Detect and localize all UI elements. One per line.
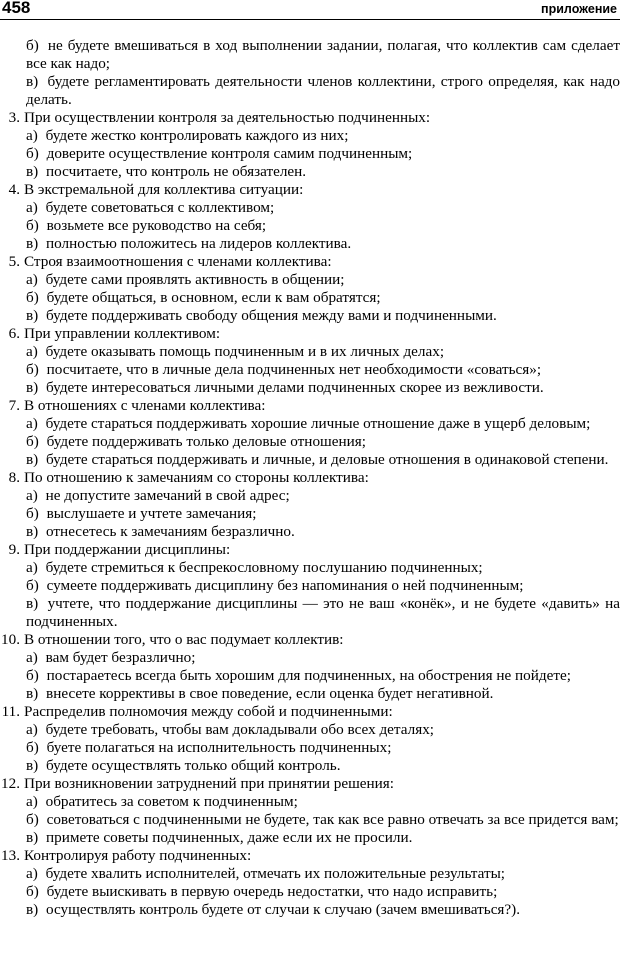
section-title: приложение	[541, 2, 617, 16]
option-letter: в)	[26, 685, 39, 702]
option-letter: б)	[26, 577, 39, 594]
question	[8, 253, 620, 271]
option-letter: а)	[26, 343, 38, 360]
option-letter: в)	[26, 523, 39, 540]
answer-option	[8, 379, 620, 397]
answer-option	[8, 271, 620, 289]
option-text: будете сами проявлять активность в общении;	[45, 271, 345, 288]
question-number: 9.	[8, 541, 20, 558]
option-text: будете осуществлять только общий контроль.	[46, 757, 341, 774]
option-text: сумеете поддерживать дисциплину без напоминания о ней подчиненным;	[46, 577, 524, 594]
answer-option	[8, 559, 620, 577]
option-letter: в)	[26, 73, 39, 90]
answer-option	[8, 829, 620, 847]
answer-option	[8, 757, 620, 775]
option-letter: а)	[26, 271, 38, 288]
option-letter: в)	[26, 163, 39, 180]
questionnaire-body	[1, 37, 620, 919]
answer-option	[8, 865, 620, 883]
option-letter: а)	[26, 649, 38, 666]
option-letter: а)	[26, 865, 38, 882]
question	[8, 397, 620, 415]
option-text: внесете коррективы в свое поведение, если оценка будет негативной.	[46, 685, 494, 702]
question	[1, 631, 620, 649]
page-header	[0, 0, 620, 22]
answer-option	[8, 289, 620, 307]
question-number: 6.	[8, 325, 20, 342]
option-text: будете советоваться с коллективом;	[45, 199, 275, 216]
option-letter: а)	[26, 487, 38, 504]
answer-option	[8, 901, 620, 919]
question-number: 10.	[1, 631, 20, 648]
question-text: По отношению к замечаниям со стороны коллектива:	[24, 469, 369, 486]
option-text: не будете вмешиваться в ход выполнении задании, полагая, что коллектив сам сделает все как надо;	[26, 37, 620, 72]
answer-option	[8, 811, 620, 829]
option-text: будете стараться поддерживать и личные, и деловые отношения в одинаковой степени.	[46, 451, 609, 468]
option-text: полностью положитесь на лидеров коллектива.	[46, 235, 352, 252]
option-letter: а)	[26, 415, 38, 432]
question-text: В экстремальной для коллектива ситуации:	[24, 181, 304, 198]
option-letter: в)	[26, 829, 39, 846]
option-text: отнесетесь к замечаниям безразлично.	[46, 523, 295, 540]
option-text: будете выискивать в первую очередь недостатки, что надо исправить;	[46, 883, 498, 900]
question-text: Контролируя работу подчиненных:	[24, 847, 252, 864]
question	[1, 703, 620, 721]
option-letter: в)	[26, 757, 39, 774]
question	[8, 541, 620, 559]
answer-option	[8, 361, 620, 379]
question-number: 12.	[1, 775, 20, 792]
answer-option	[8, 37, 620, 73]
question-text: При осуществлении контроля за деятельностью подчиненных:	[24, 109, 431, 126]
question-number: 7.	[8, 397, 20, 414]
question-text: При поддержании дисциплины:	[24, 541, 231, 558]
question	[1, 775, 620, 793]
answer-option	[8, 685, 620, 703]
answer-option	[8, 721, 620, 739]
page-number: 458	[2, 0, 31, 17]
question-number: 11.	[1, 703, 20, 720]
question	[8, 469, 620, 487]
answer-option	[8, 667, 620, 685]
option-text: примете советы подчиненных, даже если их не просили.	[46, 829, 413, 846]
option-letter: б)	[26, 217, 39, 234]
option-text: возьмете все руководство на себя;	[46, 217, 267, 234]
option-letter: в)	[26, 451, 39, 468]
option-text: посчитаете, что в личные дела подчиненных нет необходимости «соваться»;	[46, 361, 542, 378]
question-number: 5.	[8, 253, 20, 270]
option-text: будете интересоваться личными делами подчиненных скорее из вежливости.	[46, 379, 544, 396]
option-letter: а)	[26, 559, 38, 576]
option-text: вам будет безразлично;	[45, 649, 196, 666]
answer-option	[8, 451, 620, 469]
answer-option	[8, 793, 620, 811]
question-text: В отношениях с членами коллектива:	[24, 397, 266, 414]
option-letter: б)	[26, 433, 39, 450]
option-letter: б)	[26, 505, 39, 522]
option-letter: а)	[26, 199, 38, 216]
option-text: будете поддерживать только деловые отношения;	[46, 433, 366, 450]
answer-option	[8, 145, 620, 163]
answer-option	[8, 415, 620, 433]
option-letter: б)	[26, 37, 39, 54]
question-number: 4.	[8, 181, 20, 198]
answer-option	[8, 883, 620, 901]
option-letter: б)	[26, 739, 39, 756]
option-text: будете регламентировать деятельности членов коллектини, строго определяя, как надо делать.	[26, 73, 620, 108]
header-rule	[0, 19, 620, 20]
option-letter: б)	[26, 361, 39, 378]
question	[8, 109, 620, 127]
option-text: постараетесь всегда быть хорошим для подчиненных, на обострения не пойдете;	[46, 667, 571, 684]
option-text: будете хвалить исполнителей, отмечать их положительные результаты;	[45, 865, 506, 882]
option-letter: в)	[26, 379, 39, 396]
option-text: доверите осуществление контроля самим подчиненным;	[46, 145, 413, 162]
option-text: будете общаться, в основном, если к вам обратятся;	[46, 289, 381, 306]
option-text: посчитаете, что контроль не обязателен.	[46, 163, 307, 180]
answer-option	[8, 523, 620, 541]
answer-option	[8, 739, 620, 757]
answer-option	[8, 433, 620, 451]
question	[8, 325, 620, 343]
question-number: 8.	[8, 469, 20, 486]
answer-option	[8, 487, 620, 505]
question-text: При возникновении затруднений при принятии решения:	[24, 775, 395, 792]
answer-option	[8, 577, 620, 595]
option-text: учтете, что поддержание дисциплины — это не ваш «конёк», и не будете «давить» на подчиненных.	[26, 595, 620, 630]
question-text: В отношении того, что о вас подумает коллектив:	[24, 631, 344, 648]
answer-option	[8, 73, 620, 109]
answer-option	[8, 127, 620, 145]
option-text: будете жестко контролировать каждого из них;	[45, 127, 349, 144]
option-letter: в)	[26, 901, 39, 918]
answer-option	[8, 199, 620, 217]
answer-option	[8, 235, 620, 253]
option-text: будете требовать, чтобы вам докладывали обо всех деталях;	[45, 721, 435, 738]
option-letter: в)	[26, 595, 39, 612]
option-letter: б)	[26, 883, 39, 900]
answer-option	[8, 307, 620, 325]
option-text: не допустите замечаний в свой адрес;	[45, 487, 290, 504]
option-text: советоваться с подчиненными не будете, так как все равно отвечать за все придется вам;	[46, 811, 619, 828]
option-text: обратитесь за советом к подчиненным;	[45, 793, 298, 810]
question-text: При управлении коллективом:	[24, 325, 221, 342]
option-letter: а)	[26, 793, 38, 810]
answer-option	[8, 343, 620, 361]
option-letter: в)	[26, 235, 39, 252]
option-text: будете стараться поддерживать хорошие личные отношение даже в ущерб деловым;	[45, 415, 591, 432]
answer-option	[8, 505, 620, 523]
question	[1, 847, 620, 865]
option-text: выслушаете и учтете замечания;	[46, 505, 257, 522]
option-letter: б)	[26, 811, 39, 828]
question-text: Распределив полномочия между собой и подчиненными:	[24, 703, 393, 720]
option-letter: б)	[26, 145, 39, 162]
option-text: будете стремиться к беспрекословному послушанию подчиненных;	[45, 559, 483, 576]
option-letter: а)	[26, 127, 38, 144]
question-text: Строя взаимоотношения с членами коллектива:	[24, 253, 332, 270]
answer-option	[8, 217, 620, 235]
option-letter: а)	[26, 721, 38, 738]
option-letter: б)	[26, 289, 39, 306]
option-text: будете поддерживать свободу общения между вами и подчиненными.	[46, 307, 497, 324]
answer-option	[8, 649, 620, 667]
option-text: буете полагаться на исполнительность подчиненных;	[46, 739, 392, 756]
option-letter: в)	[26, 307, 39, 324]
option-letter: б)	[26, 667, 39, 684]
question-number: 3.	[8, 109, 20, 126]
question	[8, 181, 620, 199]
option-text: будете оказывать помощь подчиненным и в их личных делах;	[45, 343, 445, 360]
answer-option	[8, 163, 620, 181]
answer-option	[8, 595, 620, 631]
question-number: 13.	[1, 847, 20, 864]
option-text: осуществлять контроль будете от случаи к случаю (зачем вмешиваться?).	[46, 901, 521, 918]
